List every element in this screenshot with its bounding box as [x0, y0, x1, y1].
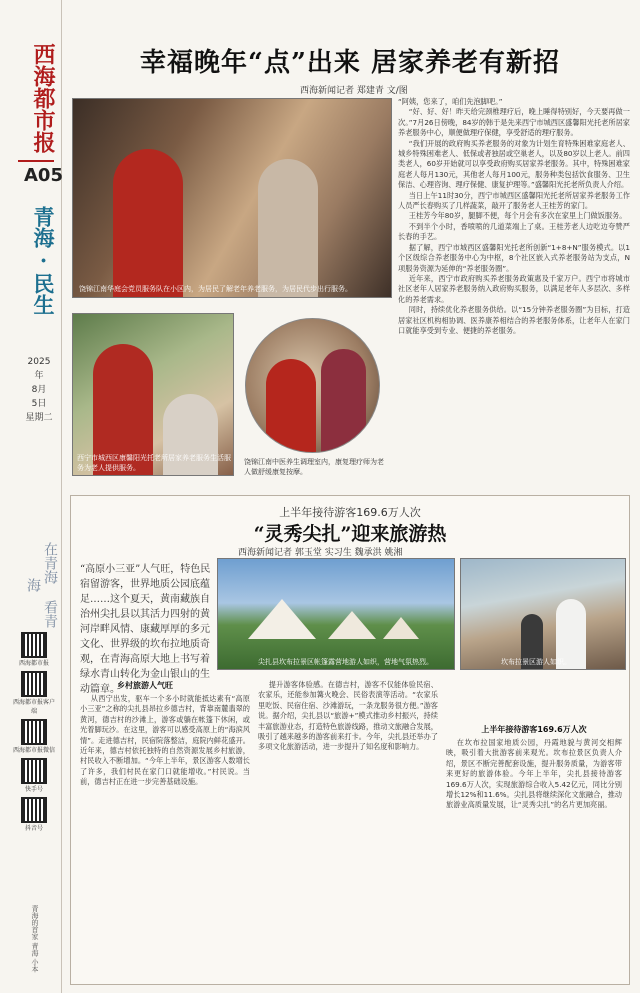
photo-figure-6	[321, 349, 366, 453]
photo-figure-5	[266, 359, 316, 453]
paragraph: “好、好、好！昨天给完颈椎理疗后，晚上睡得特别好，今天要再做一次。”7月26日傍晚，84岁的韩于是先来西宁市城西区盛馨阳光托老所居家养老服务中心，顺便做理疗保健，享受舒适的理疗服务。	[398, 107, 630, 138]
qr-group	[12, 632, 56, 832]
photo-figure-2	[258, 159, 318, 298]
issue-date	[24, 355, 54, 425]
photo-a-caption: 尖扎县坎布拉景区帐篷露营地游人如织，营地气氛热烈。	[258, 658, 433, 666]
photo-figure-1	[113, 149, 183, 298]
paragraph: 据了解，西宁市城西区盛馨阳光托老所创新“1+8+N”服务模式。以1个区级综合养老服务中心为中枢，8个社区嵌入式养老服务站为支点，N项服务资源为延伸的“养老服务圈”。	[398, 242, 630, 273]
paragraph: 王桂芳今年80岁，腿脚不便，每个月会有多次在家里上门做饭服务。	[408, 211, 627, 221]
tent-2	[328, 611, 376, 639]
masthead-logo: 西海都市报	[30, 43, 56, 153]
qr-code-5[interactable]	[21, 797, 47, 823]
feature-col-1: 从西宁出发，驱车一个多小时就能抵达素有“高原小三亚”之称的尖扎县昂拉乡德吉村，背靠南麓翡翠的黄河，德吉村的沙滩上，游客或躺在帐篷下休闲，或光着脚玩沙。在这里，游客可以感受高原上的“海滨风情”。走进德吉村，民宿院落整洁，庭院内鲜花盛开。近年来，德吉村依托独特的自然资源发展乡村旅游，村民收入不断增加。“今年上半年，景区游客人数增长了许多，我们村民在家门口就能增收。”村民说。当前，德吉村正在进一步完善基础设施。	[80, 694, 250, 787]
qr-label-2: 西海都市报客户端	[12, 699, 55, 715]
qr-label-1: 西海都市报	[18, 660, 49, 667]
date-day: 5日	[31, 399, 47, 409]
qr-code-4[interactable]	[21, 758, 47, 784]
date-month: 8月	[31, 385, 47, 395]
paragraph: “我们开展的政府购买养老服务的对象为计划生育特殊困难家庭老人、城乡特殊困难老人、低保或者独居或空巢老人，以及80岁以上老人。前四类老人，60岁开始就可以享受政府购买居家养老服务。其中，特殊困难家庭老人每月130元，其他老人每月100元，服务种类包括饮食服务、卫生保洁、心理咨询、理疗保健、康复护理等。”盛馨阳光托老所负责人介绍。	[398, 138, 630, 190]
photo-b-caption: 坎布拉景区游人如织。	[501, 658, 571, 666]
paragraph: “阿姨，您来了，咱们先泡脚吧。”	[398, 97, 503, 106]
paragraph: 近年来，西宁市政府购买养老服务政策惠及千家万户。西宁市将城市社区老年人居家养老服务纳入政府购买服务，以满足老年人多层次、多样化的养老需求。	[398, 273, 630, 304]
paragraph: 同时，持续优化养老服务供给。以“15分钟养老服务圈”为目标，打造居家社区机构相协调、医养康养相结合的养老服务体系，让老年人在家门口就能享受到专业、便捷的养老服务。	[398, 305, 630, 335]
date-year: 2025年	[27, 357, 51, 381]
photo1-caption: 饶锦江南华庭会党员服务队在小区内，为居民了解老年养老服务，为居民代步出行服务。	[79, 285, 352, 293]
section-title: 青海·民生	[31, 205, 56, 315]
photo3-caption: 饶锦江南中医养生调理室内，康复理疗师为老人做舒缓康复按摩。	[244, 458, 384, 476]
feature-lead: “高原小三亚”人气旺，特色民宿留游客，世界地质公园底蕴足……这个夏天，黄南藏族自治州尖扎县以其活力四射的黄河岸畔风情、康藏厚厚的多元文化、世界级的坎布拉地质奇观，在青海高原大地上书写着绿水青山转化为金山银山的生动篇章。	[80, 564, 211, 695]
feature-subhead-2: 上半年接待游客169.6万人次	[481, 725, 587, 734]
paragraph: 不到半个小时，香喷喷的几道菜端上了桌。王桂芳老人边吃边夸赞严长春的手艺。	[398, 221, 630, 242]
feature-headline: “灵秀尖扎”迎来旅游热	[253, 523, 447, 545]
date-weekday: 星期二	[25, 413, 53, 423]
tent-3	[383, 617, 419, 639]
qr-label-5: 抖音号	[24, 825, 43, 832]
paragraph: 当日上午11时30分，西宁市城西区盛馨阳光托老所居家养老服务工作人员严长春购买了几样蔬菜，敲开了服务老人王桂芳的家门。	[398, 190, 630, 211]
tent-1	[248, 599, 316, 639]
photo2-caption: 西宁市城西区康馨阳光托老所居家养老服务生活服务为老人提供服务。	[77, 454, 231, 472]
page-number: A05	[24, 165, 63, 186]
feature-byline: 西海新闻记者 郭玉堂 实习生 魏承洪 姚湘	[238, 548, 403, 558]
feature-col-2: 提升游客体验感。在德吉村，游客不仅能体验民宿、农家乐，还能参加篝火晚会、民俗表演等活动。“农家乐里吃饭、民宿住宿、沙滩游玩，一条龙服务很方便。”游客说。据介绍，尖扎县以“旅游+”模式推动乡村振兴，持续丰富旅游业态，打造特色旅游线路，推动文旅融合发展，吸引了越来越多的游客前来打卡。今年，尖扎县还举办了多项文化旅游活动，进一步提升了知名度和影响力。	[258, 680, 438, 752]
qr-code-2[interactable]	[21, 671, 47, 697]
qr-code-1[interactable]	[21, 632, 47, 658]
photo-service-team	[72, 98, 392, 298]
qr-label-3: 西海都市报微信	[12, 747, 55, 754]
photo-campsite	[217, 558, 455, 670]
feature-subhead-1: 乡村旅游人气旺	[117, 681, 173, 690]
main-byline: 西海新闻记者 郑建青 文/图	[300, 86, 408, 96]
main-article-body	[398, 97, 630, 489]
sidebar-bottom-note: 青海的首家 青海 小本	[31, 905, 39, 973]
page-headline: 幸福晚年“点”出来 居家养老有新招	[140, 48, 560, 78]
qr-code-3[interactable]	[21, 719, 47, 745]
sidebar-slogan: 在青海 看青海	[25, 542, 58, 628]
feature-kicker: 上半年接待游客169.6万人次	[279, 506, 421, 519]
photo-tourists	[460, 558, 626, 670]
feature-col-3: 在坎布拉国家地质公园，丹霞地貌与黄河交相辉映，吸引着大批游客前来观光。坎布拉景区负责人介绍，景区不断完善配套设施，提升服务质量，为游客带来更好的旅游体验。今年上半年，尖扎县接待游客169.6万人次，实现旅游综合收入5.42亿元，同比分别增长12%和11.6%。尖扎县将继续深化文旅融合，推动旅游业高质量发展，让“灵秀尖扎”的名片更加亮丽。	[446, 738, 622, 810]
photo-massage	[245, 318, 380, 453]
qr-label-4: 快手号	[24, 786, 43, 793]
masthead-rule	[18, 160, 54, 162]
photo-volunteer	[72, 313, 234, 476]
